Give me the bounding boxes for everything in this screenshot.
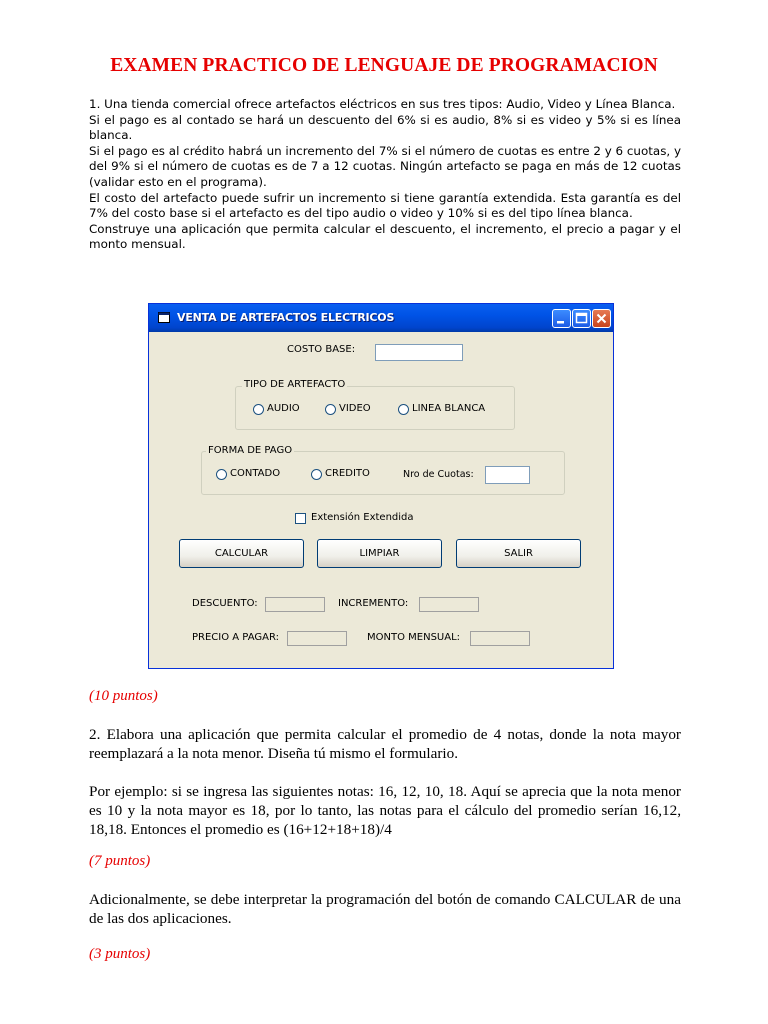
descuento-label: DESCUENTO: <box>192 598 258 609</box>
q1-paragraph: Construye una aplicación que permita calcular el descuento, el incremento, el precio a pagar y el monto mensual. <box>89 221 681 252</box>
costo-base-label: COSTO BASE: <box>287 344 356 355</box>
limpiar-button[interactable]: LIMPIAR <box>317 539 442 568</box>
question-2-example <box>89 782 681 839</box>
q3-paragraph: Adicionalmente, se debe interpretar la programación del botón de comando CALCULAR de una de las dos aplicaciones. <box>89 891 681 927</box>
incremento-output <box>419 597 479 612</box>
maximize-icon <box>573 310 590 327</box>
minimize-button[interactable] <box>552 309 571 328</box>
precio-label: PRECIO A PAGAR: <box>192 632 279 643</box>
exam-title: EXAMEN PRACTICO DE LENGUAJE DE PROGRAMACION <box>110 55 658 76</box>
tipo-artefacto-label: TIPO DE ARTEFACTO <box>244 379 346 390</box>
radio-audio[interactable] <box>253 404 264 415</box>
forma-pago-label: FORMA DE PAGO <box>208 445 293 456</box>
q1-points: (10 puntos) <box>89 688 158 704</box>
window-title: VENTA DE ARTEFACTOS ELECTRICOS <box>177 311 395 324</box>
monto-output <box>470 631 530 646</box>
q3-points: (3 puntos) <box>89 946 151 962</box>
q2-paragraph: 2. Elabora una aplicación que permita calcular el promedio de 4 notas, donde la nota mayor reemplazará a la nota menor. Diseña tú mismo el formulario. <box>89 726 681 762</box>
q1-paragraph: El costo del artefacto puede sufrir un incremento si tiene garantía extendida. Esta garantía es del 7% del costo base si el artefacto es del tipo audio o video y 10% si es del tipo línea blanca. <box>89 190 681 221</box>
cuotas-label: Nro de Cuotas: <box>403 469 474 480</box>
q1-paragraph: Si el pago es al crédito habrá un incremento del 7% si el número de cuotas es entre 2 y 6 cuotas, y del 9% si el número de cuotas es de 7 a 12 cuotas. Ningún artefacto se paga en más de 12 cuotas (validar esto en el programa). <box>89 143 681 189</box>
radio-contado-label: CONTADO <box>230 468 281 479</box>
radio-credito[interactable] <box>311 469 322 480</box>
maximize-button[interactable] <box>572 309 591 328</box>
q2-points: (7 puntos) <box>89 853 151 869</box>
q1-paragraph: Si el pago es al contado se hará un descuento del 6% si es audio, 8% si es video y 5% si es línea blanca. <box>89 112 681 143</box>
question-1-text <box>89 97 681 253</box>
costo-base-input[interactable] <box>375 344 463 361</box>
monto-label: MONTO MENSUAL: <box>367 632 461 643</box>
close-icon <box>593 310 610 327</box>
radio-credito-label: CREDITO <box>325 468 370 479</box>
radio-linea-blanca-label: LINEA BLANCA <box>412 403 486 414</box>
precio-output <box>287 631 347 646</box>
app-window <box>148 303 614 669</box>
radio-video[interactable] <box>325 404 336 415</box>
extension-label: Extensión Extendida <box>311 512 414 523</box>
q2-example-paragraph: Por ejemplo: si se ingresa las siguientes notas: 16, 12, 10, 18. Aquí se aprecia que la nota menor es 10 y la nota mayor es 18, por lo tanto, las notas para el cálculo del promedio serían 16,12, 18,18. Entonces el promedio es (16+12+18+18)/4 <box>89 783 681 838</box>
window-app-icon <box>158 312 170 323</box>
question-3-text <box>89 890 681 928</box>
radio-video-label: VIDEO <box>339 403 371 414</box>
q1-paragraph: 1. Una tienda comercial ofrece artefactos eléctricos en sus tres tipos: Audio, Video y Línea Blanca. <box>89 97 676 111</box>
window-titlebar[interactable] <box>149 304 613 332</box>
calcular-button[interactable]: CALCULAR <box>179 539 304 568</box>
salir-button[interactable]: SALIR <box>456 539 581 568</box>
radio-linea-blanca[interactable] <box>398 404 409 415</box>
close-button[interactable] <box>592 309 611 328</box>
cuotas-input[interactable] <box>485 466 530 484</box>
radio-audio-label: AUDIO <box>267 403 300 414</box>
question-2-text <box>89 725 681 763</box>
radio-contado[interactable] <box>216 469 227 480</box>
incremento-label: INCREMENTO: <box>338 598 409 609</box>
minimize-icon <box>553 310 570 327</box>
extension-checkbox[interactable] <box>295 513 306 524</box>
descuento-output <box>265 597 325 612</box>
